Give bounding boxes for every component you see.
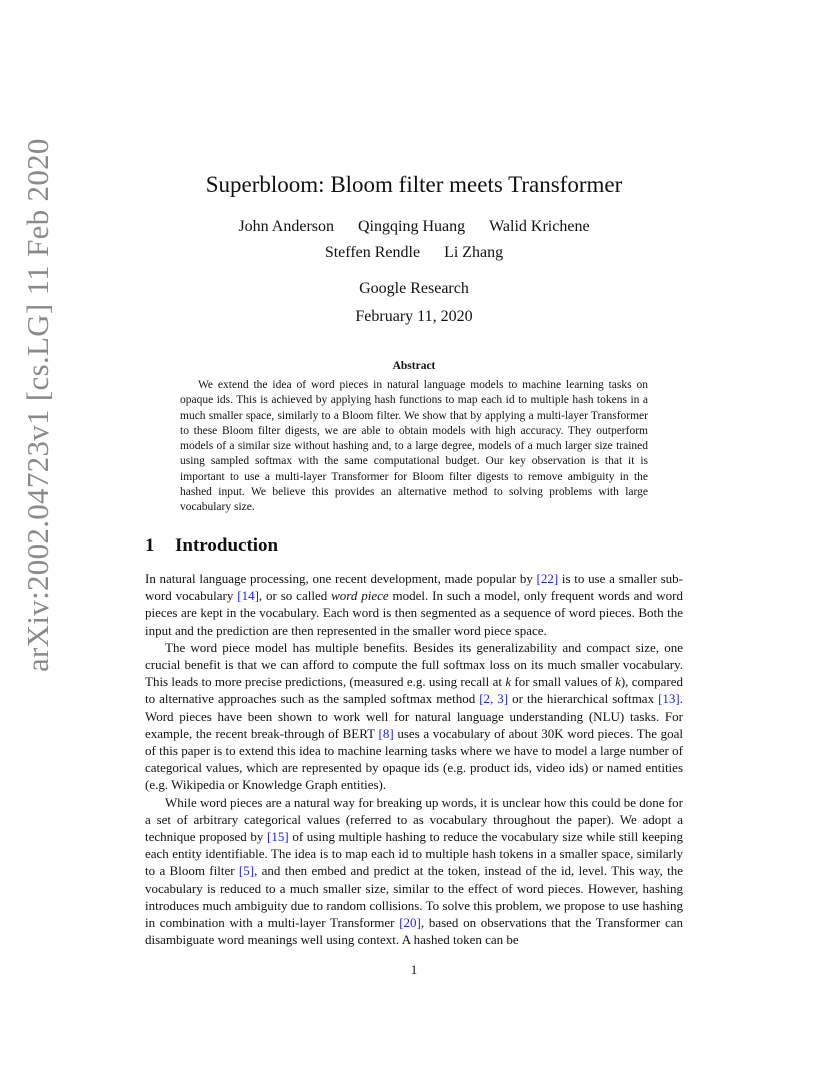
arxiv-identifier: arXiv:2002.04723v1 [cs.LG] 11 Feb 2020	[20, 138, 55, 672]
section-heading	[145, 535, 278, 557]
authors-row-1	[0, 218, 828, 236]
citation-link[interactable]: [22]	[536, 571, 559, 586]
citation-link[interactable]: [14]	[237, 588, 259, 604]
paragraph	[145, 639, 683, 794]
author-name: Qingqing Huang	[358, 218, 466, 235]
affiliation: Google Research	[359, 280, 469, 297]
text-run: ), compared to alternative approaches such as the sampled softmax method	[145, 674, 683, 707]
text-run: , and then embed and predict at the token, instead of the id, level. This way, the vocabulary is reduced to a much smaller size, similar to the effect of word pieces. However, hashing introduces much ambiguity due to random collisions. To solve this problem, we propose to use hashing in combination with a multi-layer Transformer	[145, 863, 683, 931]
citation-link[interactable]: [13]	[658, 691, 680, 707]
citation-link[interactable]: [15]	[267, 829, 289, 845]
text-run: While word pieces are a natural way for breaking up words, it is unclear how this could be done for a set of arbitrary categorical values (referred to as vocabulary throughout the paper). We adopt a technique proposed by	[145, 794, 683, 845]
text-run: of using multiple hashing to reduce the vocabulary size while still keeping each entity identifiable. The idea is to map each id to multiple hash tokens in a smaller space, similarly to a Bloom filter	[145, 829, 683, 879]
text-run: The word piece model has multiple benefits. Besides its generalizability and compact size, one crucial benefit is that we can afford to compute the full softmax loss on its much smaller vocabulary. This leads to more precise predictions, (measured e.g. using recall at	[145, 639, 683, 690]
text-run: for small values of	[511, 674, 616, 690]
emphasized-text: k	[615, 674, 621, 690]
text-run: . Word pieces have been shown to work well for natural language understanding (NLU) tasks. For example, the recent break-through of BERT	[145, 691, 683, 741]
publication-date: February 11, 2020	[355, 308, 473, 325]
author-name: Li Zhang	[444, 244, 504, 261]
text-run: is to use a smaller sub-word vocabulary	[145, 571, 683, 604]
citation-link[interactable]: [8]	[378, 725, 394, 741]
text-run: , or so called	[258, 588, 332, 604]
abstract-heading: Abstract	[392, 360, 436, 372]
citation-link[interactable]: [20]	[399, 915, 421, 931]
paragraph	[145, 794, 683, 949]
page-number: 1	[410, 962, 418, 977]
author-name: Steffen Rendle	[324, 244, 421, 261]
text-run: uses a vocabulary of about 30K word pieces. The goal of this paper is to extend this idea to machine learning tasks where we have to model a large number of categorical values, which are represented by opaque ids (e.g. product ids, video ids) or named entities (e.g. Wikipedia or Knowledge Graph entities).	[145, 725, 683, 793]
text-run: or the hierarchical softmax	[508, 691, 659, 707]
paragraph	[145, 570, 683, 639]
abstract-text: We extend the idea of word pieces in natural language models to machine learning tasks on opaque ids. This is achieved by applying hash functions to map each id to multiple hash tokens in a much smaller space, similarly to a Bloom filter. We show that by applying a multi-layer Transformer to these Bloom filter digests, we are able to obtain models with high accuracy. They outperform models of a similar size without hashing and, to a large degree, models of a much larger size trained using sampled softmax with the same computational budget. Our key observation is that it is important to use a multi-layer Transformer for Bloom filter digests to remove ambiguity in the hashed input. We believe this provides an alternative method to solving problems with large vocabulary size.	[180, 379, 648, 514]
paper-title: Superbloom: Bloom filter meets Transformer	[205, 172, 623, 197]
author-name: Walid Krichene	[489, 218, 590, 235]
body-text	[145, 570, 683, 948]
citation-link[interactable]: [5]	[238, 863, 255, 879]
emphasized-text: k	[505, 674, 512, 690]
text-run: In natural language processing, one recent development, made popular by	[145, 571, 537, 586]
author-name: John Anderson	[238, 218, 334, 235]
emphasized-text: word piece	[331, 588, 389, 604]
authors-row-2	[0, 244, 828, 262]
text-run: model. In such a model, only frequent words and word pieces are kept in the vocabulary. Each word is then segmented as a sequence of word pieces. Both the input and the prediction are then represented in the smaller word piece space.	[145, 588, 684, 638]
section-number: 1	[145, 535, 155, 556]
section-title: Introduction	[175, 535, 279, 556]
citation-link[interactable]: [2, 3]	[479, 691, 509, 707]
text-run: , based on observations that the Transformer can disambiguate word meanings well using context. A hashed token can be	[145, 915, 683, 948]
